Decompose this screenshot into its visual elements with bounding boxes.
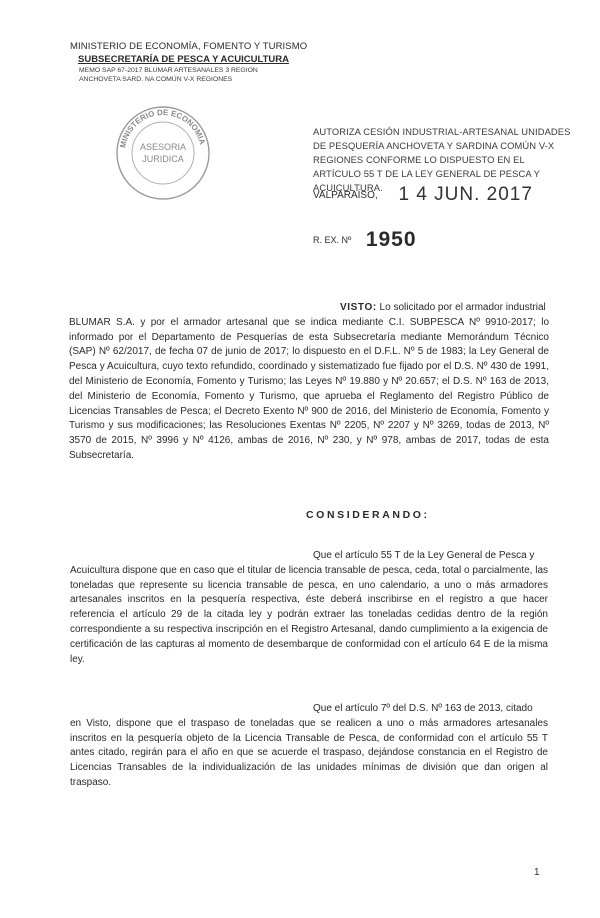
resolution-label: R. EX. Nº: [313, 235, 352, 245]
visto-first-text: Lo solicitado por el armador industrial: [379, 302, 546, 313]
visto-section: [69, 301, 549, 464]
stamp-inner-line-1: ASESORIA: [139, 142, 187, 152]
considerando-paragraph-2: [70, 702, 548, 791]
resolution-number: [313, 228, 417, 252]
considerando-2-first-line: Que el artículo 7º del D.S. Nº 163 de 2013, citado: [313, 703, 533, 714]
visto-label: VISTO:: [340, 302, 377, 313]
memo-reference-line-2: ANCHOVETA SARD. NA COMÚN V-X REGIONES: [79, 76, 233, 83]
memo-reference-line-1: MEMO SAP 67-2017 BLUMAR ARTESANALES 3 REGION: [79, 67, 258, 74]
considerando-1-first-line: Que el artículo 55 T de la Ley General de Pesca y: [313, 550, 535, 561]
place-label: VALPARAÍSO,: [313, 190, 378, 201]
visto-first-line: [69, 301, 549, 316]
considerando-1-body: Acuicultura dispone que en caso que el titular de licencia transable de pesca, ceda, total o parcialmente, las toneladas que represente su licencia transable de pesca, en uno calendario, a uno o más armadores artesanales inscritos en la pesquería respectiva, éste deberá inscribirse en el registro a que hacer referencia el artículo 29 de la citada ley y podrán extraer las toneladas cedidas dentro de la región correspondiente a su respectiva inscripción en el Registro Artesanal, dando cumplimiento a la exigencia de certificación de las capturas al momento de desembarque de conformidad con el artículo 64 E de la misma ley.: [70, 564, 548, 665]
page-number: 1: [534, 867, 540, 878]
legal-stamp: [113, 103, 213, 203]
visto-body: BLUMAR S.A. y por el armador artesanal que se indica mediante C.I. SUBPESCA Nº 9910-2017; lo informado por el Departamento de Pesquerías de esta Subsecretaría mediante Memorándum Técnico (SAP) Nº 62/2017, de fecha 07 de junio de 2017; lo dispuesto en el D.F.L. Nº 5 de 1983; la Ley General de Pesca y Acuicultura, cuyo texto refundido, coordinado y sistematizado fue fijado por el D.S. Nº 430 de 1991, del Ministerio de Economía, Fomento y Turismo; las Leyes Nº 19.880 y Nº 20.657; el D.S. Nº 163 de 2013, del Ministerio de Economía, Fomento y Turismo, que aprueba el Reglamento del Registro Público de Licencias Transables de Pesca; el Decreto Exento Nº 900 de 2016, del Ministerio de Economía, Fomento y Turismo y sus modificaciones; las Resoluciones Exentas Nº 2205, Nº 2207 y Nº 3269, todas de 2013, Nº 3570 de 2015, Nº 3996 y Nº 4126, ambas de 2016, Nº 230, y Nº 978, ambas de 2017, todas de esta Subsecretaría.: [69, 316, 549, 461]
resolution-subject: AUTORIZA CESIÓN INDUSTRIAL-ARTESANAL UNIDADES DE PESQUERÍA ANCHOVETA Y SARDINA COMÚN V-X REGIONES CONFORME LO DISPUESTO EN EL ARTÍCULO 55 T DE LA LEY GENERAL DE PESCA Y ACUICULTURA.: [313, 126, 571, 193]
considerando-heading: CONSIDERANDO:: [306, 509, 430, 521]
considerando-2-body: en Visto, dispone que el traspaso de toneladas que se realicen a uno o más armadores artesanales inscritos en la pesquería objeto de la Licencia Transable de Pesca, de conformidad con el artículo 55 T antes citado, regirán para el año en que se acuerde el traspaso, dejándose constancia en el Registro de Licencias Transables de la individualización de las unidades mínimas de división que dan origen al traspaso.: [70, 717, 548, 788]
subsecretaria-name: SUBSECRETARÍA DE PESCA Y ACUICULTURA: [78, 54, 289, 65]
letterhead: [70, 40, 308, 84]
place-date: [313, 184, 533, 206]
date-stamp: 1 4 JUN. 2017: [398, 184, 533, 205]
stamp-inner-line-2: JURIDICA: [142, 154, 184, 164]
resolution-number-value: 1950: [365, 228, 417, 251]
stamp-ring-text: MINISTERIO DE ECONOMIA: [118, 107, 207, 149]
ministry-name: MINISTERIO DE ECONOMÍA, FOMENTO Y TURISMO: [70, 41, 308, 52]
considerando-paragraph-1: [70, 549, 548, 667]
